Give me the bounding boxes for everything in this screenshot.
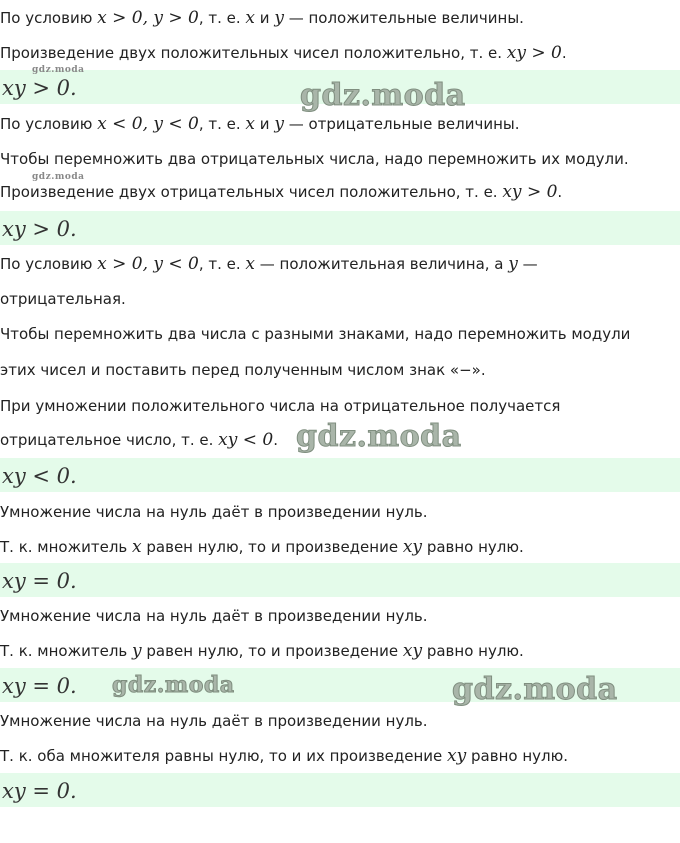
text-line-15: Т. к. множитель y равен нулю, то и произведение xy равно нулю. (0, 641, 524, 661)
text-line-13: Т. к. множитель x равен нулю, то и произведение xy равно нулю. (0, 537, 524, 557)
text-line-2: Произведение двух положительных чисел положительно, т. е. xy > 0. (0, 43, 567, 63)
text-line-9: этих чисел и поставить перед полученным числом знак «−». (0, 361, 486, 379)
text-line-3: По условию x < 0, y < 0, т. е. x и y — отрицательные величины. (0, 114, 520, 134)
result-band-2 (0, 211, 680, 245)
result-4: xy = 0. (2, 569, 77, 593)
text-line-16: Умножение числа на нуль даёт в произведении нуль. (0, 712, 428, 730)
text-line-7: отрицательная. (0, 290, 126, 308)
text-line-17: Т. к. оба множителя равны нулю, то и их произведение xy равно нулю. (0, 746, 568, 766)
text-line-6: По условию x > 0, y < 0, т. е. x — положительная величина, а y — (0, 254, 538, 274)
text-line-12: Умножение числа на нуль даёт в произведении нуль. (0, 503, 428, 521)
text-line-4: Чтобы перемножить два отрицательных числа, надо перемножить их модули. (0, 150, 629, 168)
watermark-big-1: gdz.moda (300, 78, 466, 113)
watermark-big-4: gdz.moda (452, 672, 618, 707)
text-line-5: Произведение двух отрицательных чисел положительно, т. е. xy > 0. (0, 182, 563, 202)
watermark-small-2: gdz.moda (32, 172, 85, 182)
watermark-small-1: gdz.moda (32, 65, 85, 75)
result-band-3 (0, 458, 680, 492)
result-3: xy < 0. (2, 464, 77, 488)
result-6: xy = 0. (2, 779, 77, 803)
text-line-14: Умножение числа на нуль даёт в произведении нуль. (0, 607, 428, 625)
result-1: xy > 0. (2, 76, 77, 100)
watermark-big-3: gdz.moda (112, 672, 235, 698)
text-line-1: По условию x > 0, y > 0, т. е. x и y — положительные величины. (0, 8, 524, 28)
result-2: xy > 0. (2, 217, 77, 241)
text-line-8: Чтобы перемножить два числа с разными знаками, надо перемножить модули (0, 325, 631, 343)
text-line-11: отрицательное число, т. е. xy < 0. (0, 430, 279, 450)
watermark-big-2: gdz.moda (296, 419, 462, 454)
result-band-4 (0, 563, 680, 597)
result-5: xy = 0. (2, 674, 77, 698)
text-line-10: При умножении положительного числа на отрицательное получается (0, 397, 561, 415)
result-band-6 (0, 773, 680, 807)
